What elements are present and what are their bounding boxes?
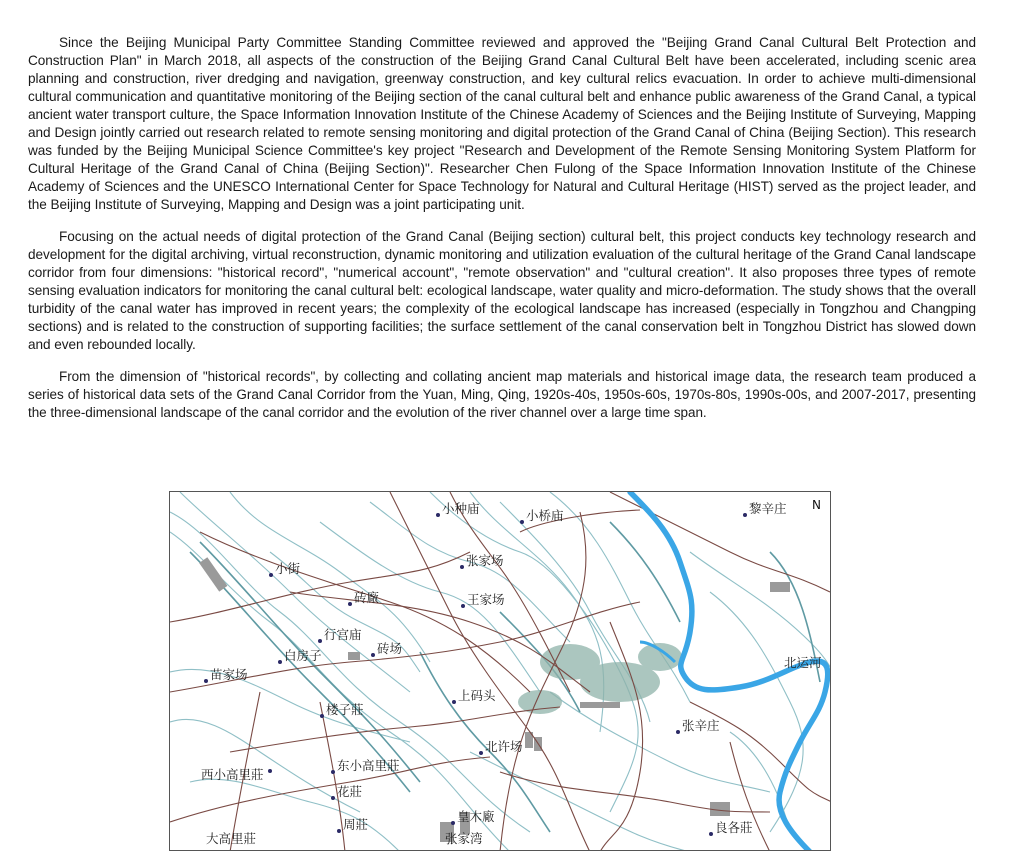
place-label: 小桥庙 (520, 509, 564, 524)
contour-line (430, 492, 638, 812)
contour-line (710, 592, 803, 832)
north-label: N (812, 498, 821, 512)
place-label: 周莊 (337, 818, 368, 833)
place-label: 黎辛庄 (743, 502, 787, 517)
north-arrow (806, 498, 830, 550)
place-label: 苗家场 (204, 668, 248, 683)
place-label: 大高里莊 (206, 831, 257, 846)
place-dot-icon (709, 832, 713, 836)
place-label: 砖场 (371, 642, 402, 657)
place-dot-icon (461, 604, 465, 608)
place-dot-icon (331, 770, 335, 774)
place-dot-icon (371, 653, 375, 657)
place-dot-icon (479, 751, 483, 755)
map-canvas (170, 492, 831, 851)
place-dot-icon (348, 602, 352, 606)
place-dot-icon (269, 573, 273, 577)
place-dot-icon (676, 730, 680, 734)
article-body (28, 34, 976, 436)
river-bei-yun-he (630, 492, 828, 851)
terrain-patch (638, 643, 682, 671)
paragraph-research-focus: Focusing on the actual needs of digital protection of the Grand Canal (Beijing section) cultural belt, this project conducts key technology research and development for the digital archiving, virtual reconstruction, dynamic monitoring and utilization evaluation of the cultural heritage of the Grand Canal landscape corridor from four dimensions: "historical record", "numerical account", "remote observation" and "cultural creation". It also proposes three types of remote sensing evaluation indicators for monitoring the canal cultural belt: ecological landscape, water quality and micro-deformation. The study shows that the overall turbidity of the canal water has improved in recent years; the complexity of the ecological landscape has increased (especially in Tongzhou and Changping sections) and is related to the construction of supporting facilities; the surface settlement of the canal conservation belt in Tongzhou District has slowed down and even rebounded locally. (28, 229, 976, 352)
place-label: 王家场 (461, 593, 505, 608)
historical-map-figure (169, 491, 831, 851)
paragraph-historical-records: From the dimension of "historical records", by collecting and collating ancient map materials and historical image data, the research team produced a series of historical data sets of the Grand Canal Corridor from the Yuan, Ming, Qing, 1920s-40s, 1950s-60s, 1970s-80s, 1990s-00s, and 2007-2017, presenting the three-dimensional landscape of the canal corridor and the evolution of the river channel over a large time span. (28, 369, 976, 420)
place-label: 行宫庙 (318, 628, 362, 643)
place-dot-icon (520, 520, 524, 524)
place-dot-icon (268, 769, 272, 773)
place-label: 小街 (269, 562, 300, 577)
roads (170, 492, 831, 851)
place-label: 张家场 (460, 554, 504, 569)
place-dot-icon (743, 513, 747, 517)
place-dot-icon (460, 565, 464, 569)
settlement-block (580, 702, 620, 708)
place-label: 东小高里莊 (331, 759, 400, 774)
place-label: 良各莊 (709, 821, 753, 836)
place-dot-icon (436, 513, 440, 517)
place-dot-icon (278, 660, 282, 664)
place-dot-icon (320, 714, 324, 718)
north-arrow-icon (806, 512, 831, 851)
contour-lines (170, 492, 831, 851)
place-label: 上码头 (452, 689, 496, 704)
place-label: 花莊 (331, 785, 362, 800)
place-label: 北许场 (479, 740, 523, 755)
place-label: 北运河 (784, 655, 822, 670)
settlement-block (348, 652, 360, 660)
place-dot-icon (331, 796, 335, 800)
place-label: 皇木廠 (451, 810, 495, 825)
place-label: 张辛庄 (676, 719, 720, 734)
settlement-block (199, 557, 227, 591)
place-label: 西小高里莊 (201, 768, 274, 782)
place-dot-icon (204, 679, 208, 683)
place-label: 小种庙 (436, 502, 480, 517)
place-label: 白房子 (278, 649, 322, 664)
place-dot-icon (318, 639, 322, 643)
place-label: 楼子莊 (320, 703, 364, 718)
place-label: 砖廠 (348, 591, 379, 606)
place-dot-icon (337, 829, 341, 833)
paragraph-intro: Since the Beijing Municipal Party Committee Standing Committee reviewed and approved the "Beijing Grand Canal Cultural Belt Protection and Construction Plan" in March 2018, all aspects of the construction of the Beijing Grand Canal Cultural Belt have been accelerated, including scenic area planning and construction, river dredging and navigation, greenway construction, and key cultural relics evacuation. In order to achieve multi-dimensional cultural communication and quantitative monitoring of the Beijing section of the canal cultural belt and enhance public awareness of the Grand Canal, a typical ancient water transport culture, the Space Information Innovation Institute of the Chinese Academy of Sciences and the Beijing Institute of Surveying, Mapping and Design jointly carried out research related to remote sensing monitoring and digital protection of the Grand Canal of China (Beijing Section). This research was funded by the Beijing Municipal Science Committee's key project "Research and Development of the Remote Sensing Monitoring System Platform for Cultural Heritage of the Grand Canal of China (Beijing Section)". Researcher Chen Fulong of the Space Information Innovation Institute of the Chinese Academy of Sciences and the UNESCO International Center for Space Technology for Natural and Cultural Heritage (HIST) served as the project leader, and the Beijing Institute of Surveying, Mapping and Design was a joint participating unit. (28, 35, 976, 212)
place-dot-icon (451, 821, 455, 825)
place-label: 张家湾 (445, 831, 483, 846)
place-dot-icon (452, 700, 456, 704)
settlement-block (770, 582, 790, 592)
